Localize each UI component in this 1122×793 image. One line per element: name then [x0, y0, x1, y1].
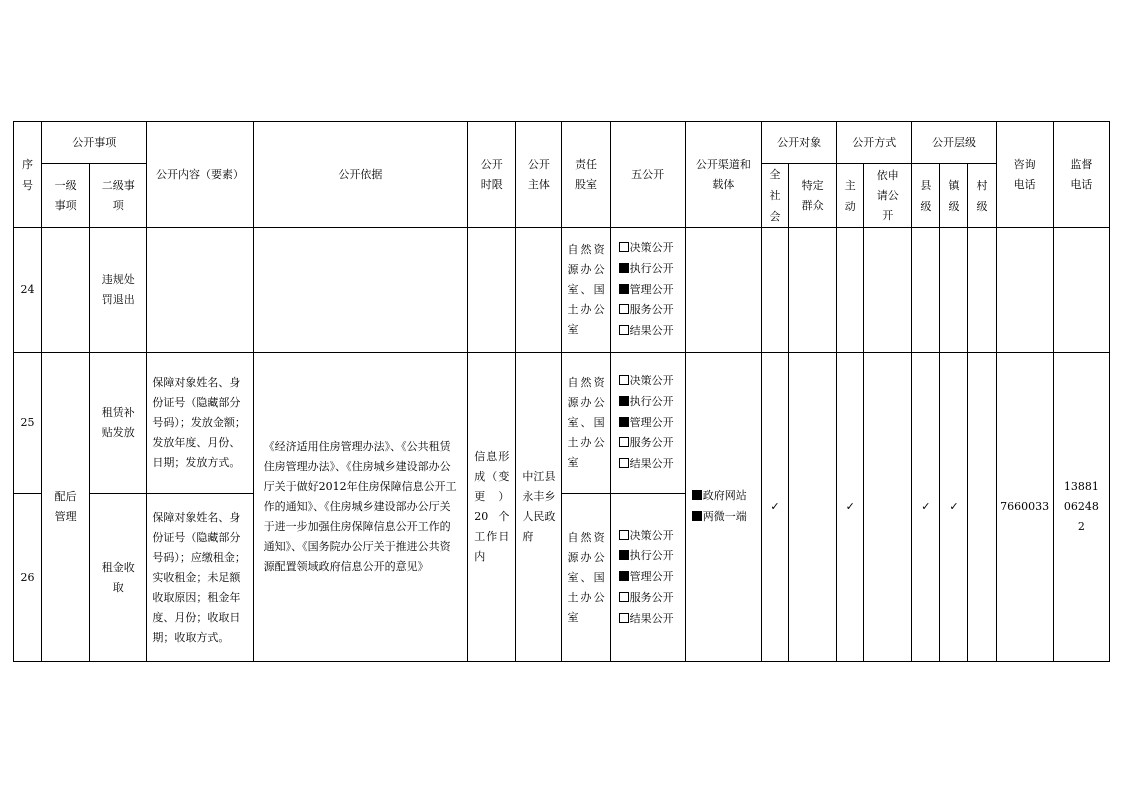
- checkbox-icon: [619, 375, 629, 385]
- checkbox-checked-icon: [619, 550, 629, 560]
- row-basis-shared: 《经济适用住房管理办法》、《公共租赁住房管理办法》、《住房城乡建设部办公厅关于做好2012年住房保障信息公开工作的通知》、《住房城乡建设部办公厅关于进一步加强住房保障信息公开工作的通知》、《国务院办公厅关于推进公共资源配置领域政府信息公开的意见》: [253, 353, 468, 662]
- checkbox-icon: [619, 458, 629, 468]
- row-item-l2: 违规处罚退出: [90, 228, 147, 353]
- header-content: 公开内容（要素）: [147, 122, 253, 228]
- header-level-village: 村级: [968, 164, 996, 228]
- checkbox-icon: [619, 325, 629, 335]
- row-item-l1-shared: 配后管理: [42, 353, 90, 662]
- row-dept: 自然资源办公室、国土办公室: [562, 494, 610, 662]
- header-method-group: 公开方式: [837, 122, 912, 164]
- checkbox-checked-icon: [619, 284, 629, 294]
- header-level-town: 镇级: [940, 164, 968, 228]
- level-county-check-icon: ✓: [912, 353, 940, 662]
- checkbox-checked-icon: [692, 511, 702, 521]
- row-basis: [253, 228, 468, 353]
- row-subject-shared: 中江县永丰乡人民政府: [516, 353, 562, 662]
- row-dept: 自然资源办公室、国土办公室: [562, 228, 610, 353]
- row-content: 保障对象姓名、身份证号（隐藏部分号码）；发放金额；发放年度、月份、日期；发放方式。: [147, 353, 253, 494]
- row-five-public: 决策公开 执行公开 管理公开 服务公开 结果公开: [610, 228, 685, 353]
- level-town-check-icon: ✓: [940, 353, 968, 662]
- target-all-check-icon: ✓: [761, 353, 788, 662]
- row-channel-shared: 政府网站 两微一端: [685, 353, 761, 662]
- row-five-public: 决策公开 执行公开 管理公开 服务公开 结果公开: [610, 353, 685, 494]
- header-item-l1: 一级事项: [42, 164, 90, 228]
- row-item-l2: 租金收取: [90, 494, 147, 662]
- target-specific-cell: [789, 353, 837, 662]
- checkbox-icon: [619, 437, 629, 447]
- header-subject: 公开主体: [516, 122, 562, 228]
- checkbox-icon: [619, 530, 629, 540]
- row-item-l2: 租赁补贴发放: [90, 353, 147, 494]
- row-time-limit: [468, 228, 516, 353]
- row-five-public: 决策公开 执行公开 管理公开 服务公开 结果公开: [610, 494, 685, 662]
- row-content: [147, 228, 253, 353]
- method-active-check-icon: ✓: [837, 353, 864, 662]
- checkbox-icon: [619, 242, 629, 252]
- header-consult-phone: 咨询电话: [996, 122, 1053, 228]
- header-dept: 责任股室: [562, 122, 610, 228]
- header-level-group: 公开层级: [912, 122, 996, 164]
- header-target-specific: 特定群众: [789, 164, 837, 228]
- row-content: 保障对象姓名、身份证号（隐藏部分号码）；应缴租金；实收租金；未足额收取原因；租金年度、月份；收取日期；收取方式。: [147, 494, 253, 662]
- header-time-limit: 公开时限: [468, 122, 516, 228]
- checkbox-checked-icon: [692, 490, 702, 500]
- header-supervise-phone: 监督电话: [1053, 122, 1109, 228]
- checkbox-checked-icon: [619, 263, 629, 273]
- header-target-all: 全社会: [761, 164, 788, 228]
- row-item-l1: [42, 228, 90, 353]
- header-channel: 公开渠道和载体: [685, 122, 761, 228]
- table-row: [14, 228, 1110, 353]
- header-method-active: 主动: [837, 164, 864, 228]
- checkbox-icon: [619, 613, 629, 623]
- disclosure-table: [13, 121, 1110, 662]
- header-items-group: 公开事项: [42, 122, 147, 164]
- method-request-cell: [864, 353, 912, 662]
- checkbox-checked-icon: [619, 571, 629, 581]
- level-village-cell: [968, 353, 996, 662]
- supervise-phone: 13881062482: [1053, 353, 1109, 662]
- row-seq: 25: [14, 353, 42, 494]
- checkbox-checked-icon: [619, 417, 629, 427]
- checkbox-icon: [619, 304, 629, 314]
- header-seq: 序号: [14, 122, 42, 228]
- row-subject: [516, 228, 562, 353]
- header-basis: 公开依据: [253, 122, 468, 228]
- row-time-limit-shared: 信息形成（变更）20个工作日内: [468, 353, 516, 662]
- checkbox-icon: [619, 592, 629, 602]
- consult-phone: 7660033: [996, 353, 1053, 662]
- header-five-public: 五公开: [610, 122, 685, 228]
- row-seq: 24: [14, 228, 42, 353]
- header-level-county: 县级: [912, 164, 940, 228]
- row-dept: 自然资源办公室、国土办公室: [562, 353, 610, 494]
- header-target-group: 公开对象: [761, 122, 836, 164]
- table-row: [14, 353, 1110, 494]
- checkbox-checked-icon: [619, 396, 629, 406]
- header-method-request: 依申请公开: [864, 164, 912, 228]
- header-item-l2: 二级事项: [90, 164, 147, 228]
- row-seq: 26: [14, 494, 42, 662]
